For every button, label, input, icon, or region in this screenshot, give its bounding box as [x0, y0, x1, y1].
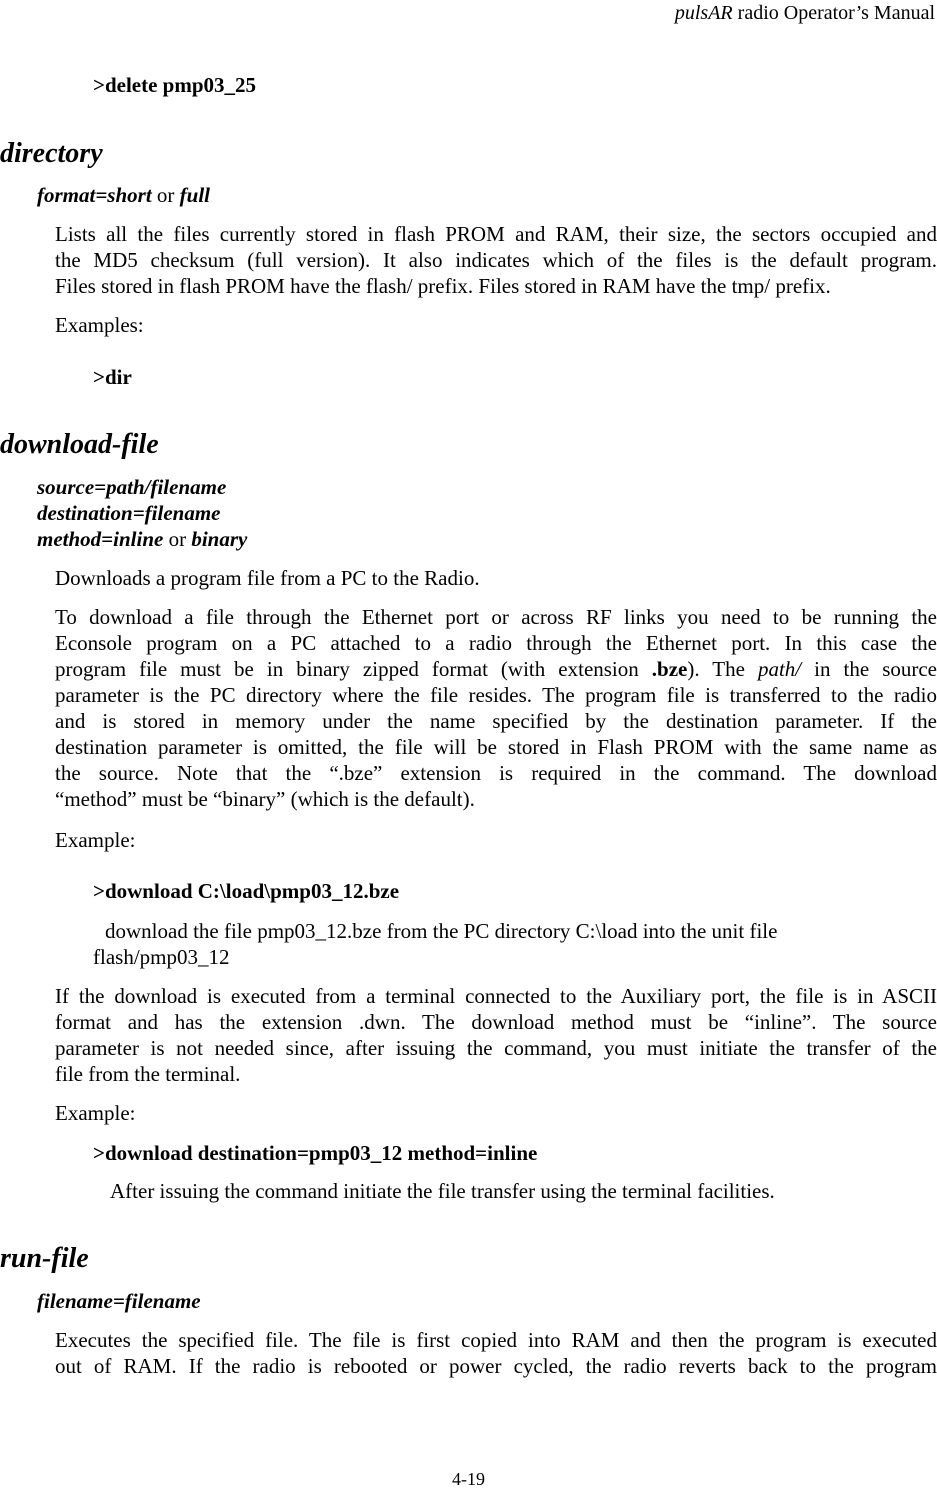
download-para-2-line: file from the terminal. — [55, 1062, 241, 1086]
directory-params — [37, 182, 210, 208]
directory-heading: directory — [0, 138, 103, 169]
download-para-1-line: and is stored in memory under the name specified by the destination parameter. If the — [55, 709, 937, 733]
directory-example: >dir — [93, 365, 132, 389]
line-part: ). The — [687, 657, 758, 681]
directory-description — [55, 221, 937, 299]
download-para-1-line: parameter is the PC directory where the file resides. The program file is transferred to the radio — [55, 683, 937, 707]
directory-desc-line: the MD5 checksum (full version). It also indicates which of the files is the default program. — [55, 248, 937, 272]
directory-desc-line: Files stored in flash PROM have the flash/ prefix. Files stored in RAM have the tmp/ prefix. — [55, 274, 831, 298]
example-desc-line: download the file pmp03_12.bze from the PC directory C:\load into the unit file — [105, 919, 778, 943]
delete-example: >delete pmp03_25 — [93, 73, 257, 97]
param-format-short: format=short — [37, 183, 152, 207]
download-example-2: >download destination=pmp03_12 method=inline — [93, 1141, 538, 1165]
download-para-1-line: Econsole program on a PC attached to a radio through the Ethernet port. In this case the — [55, 631, 937, 655]
run-file-desc-line: out of RAM. If the radio is rebooted or power cycled, the radio reverts back to the program — [55, 1354, 937, 1378]
download-para-1-line: destination parameter is omitted, the file will be stored in Flash PROM with the same name as — [55, 735, 937, 759]
download-example-label-2: Example: — [55, 1101, 136, 1125]
param-filename: filename=filename — [37, 1289, 201, 1313]
param-destination: destination=filename — [37, 501, 221, 525]
directory-desc-line: Lists all the files currently stored in flash PROM and RAM, their size, the sectors occupied and — [55, 222, 937, 246]
run-file-heading: run-file — [0, 1243, 89, 1274]
download-para-1-line: “method” must be “binary” (which is the default). — [55, 787, 475, 811]
param-method — [37, 526, 247, 552]
download-para-1-line: the source. Note that the “.bze” extension is required in the command. The download — [55, 761, 937, 785]
run-file-desc-line: Executes the specified file. The file is first copied into RAM and then the program is executed — [55, 1328, 937, 1352]
param-full: full — [179, 183, 211, 207]
param-method-inline: method=inline — [37, 527, 164, 551]
download-para-2-line: format and has the extension .dwn. The download method must be “inline”. The source — [55, 1010, 937, 1034]
download-para-1 — [55, 604, 937, 812]
directory-examples-label: Examples: — [55, 313, 144, 337]
download-para-2-line: parameter is not needed since, after issuing the command, you must initiate the transfer of the — [55, 1036, 937, 1060]
download-example-label-1: Example: — [55, 828, 136, 852]
page-number: 4-19 — [452, 1469, 485, 1489]
download-para-2 — [55, 983, 937, 1087]
download-para-1-line: To download a file through the Ethernet port or across RF links you need to be running the — [55, 605, 937, 629]
download-para-1-line — [55, 656, 937, 682]
download-example-1: >download C:\load\pmp03_12.bze — [93, 879, 400, 903]
header-title: radio Operator’s Manual — [732, 2, 935, 24]
download-intro: Downloads a program file from a PC to the Radio. — [55, 566, 480, 590]
param-source: source=path/filename — [37, 475, 227, 499]
header-product-name: pulsAR — [674, 2, 733, 24]
path-term: path/ — [757, 657, 802, 681]
bze-extension: .bze — [651, 657, 688, 681]
param-or: or — [151, 183, 180, 207]
download-example-1-desc — [93, 918, 913, 970]
download-file-heading: download-file — [0, 429, 159, 460]
param-method-binary: binary — [191, 527, 248, 551]
line-part: program file must be in binary zipped format (with extension — [55, 657, 652, 681]
param-or: or — [163, 527, 192, 551]
download-para-2-line: If the download is executed from a terminal connected to the Auxiliary port, the file is in ASCII — [55, 984, 937, 1008]
download-example-2-desc: After issuing the command initiate the file transfer using the terminal facilities. — [110, 1179, 775, 1203]
run-file-description — [55, 1327, 937, 1379]
example-desc-line: flash/pmp03_12 — [93, 945, 230, 969]
line-part: in the source — [801, 657, 937, 681]
running-header — [675, 0, 935, 26]
